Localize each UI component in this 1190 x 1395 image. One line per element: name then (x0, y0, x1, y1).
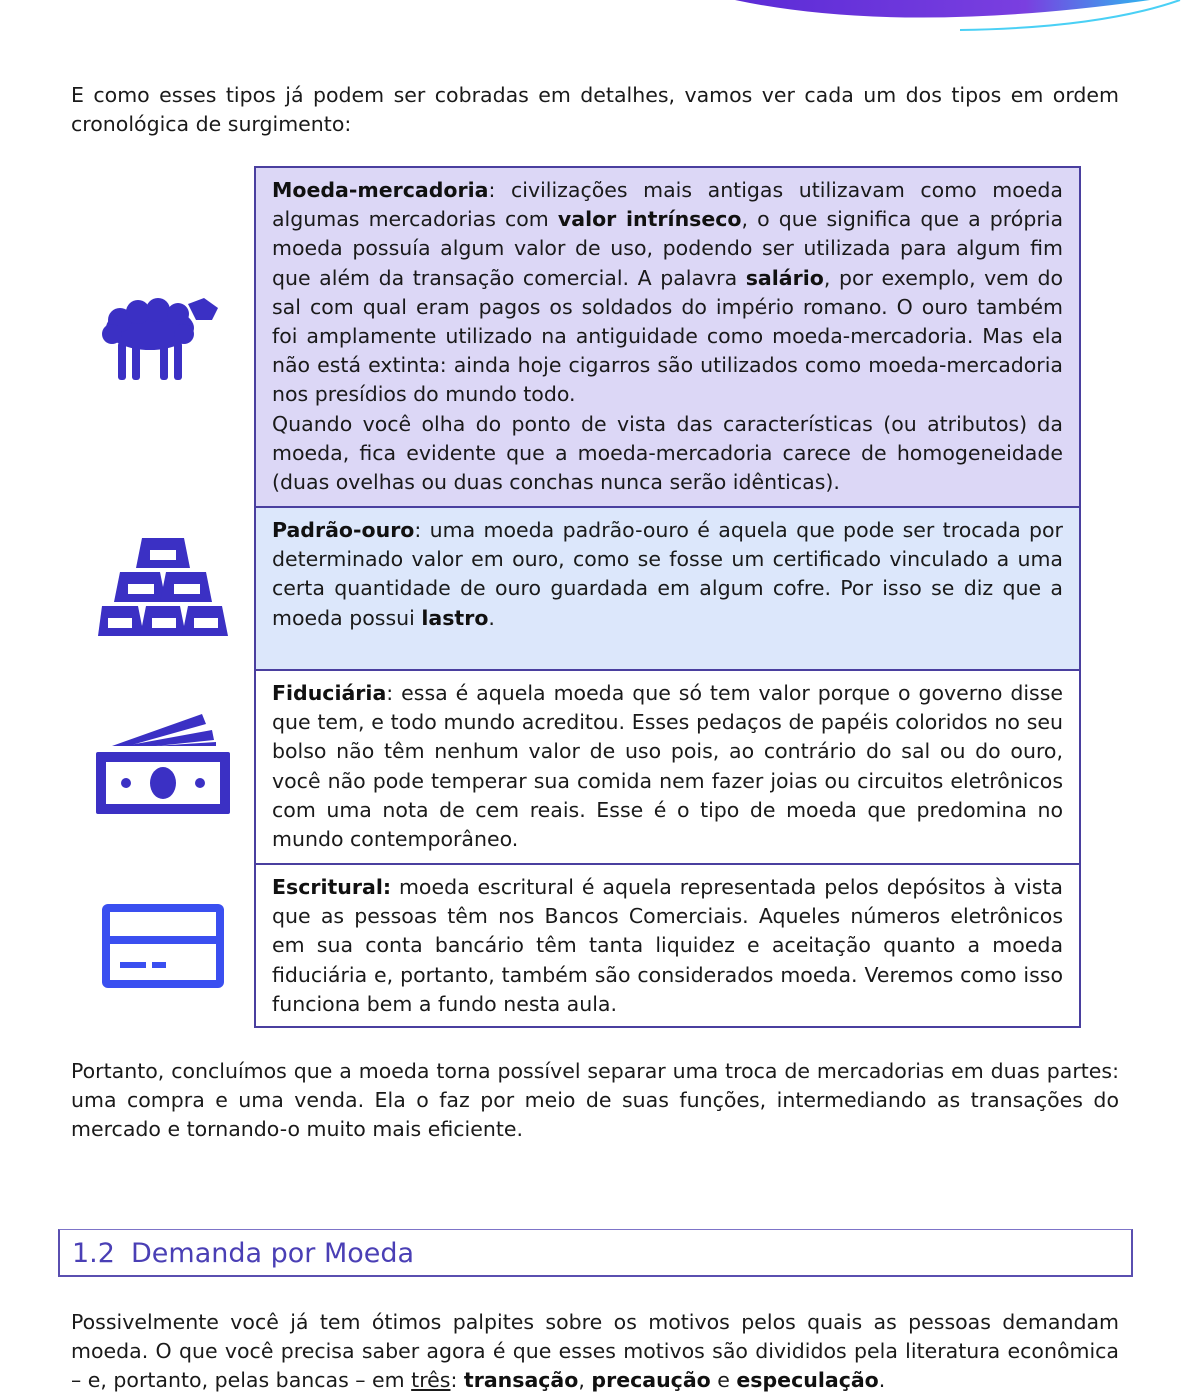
row-title: Moeda-mercadoria (272, 178, 489, 202)
row-title: Escritural: (272, 875, 392, 899)
table-row-fiduciaria (254, 669, 1081, 865)
table-row-escritural (254, 863, 1081, 1028)
credit-card-icon (100, 902, 226, 990)
sheep-icon (100, 290, 226, 386)
row-title: Padrão-ouro (272, 518, 415, 542)
row-text: Padrão-ouro: uma moeda padrão-ouro é aquela que pode ser trocada por determinado valor em ouro, como se fosse um certificado vinculado a uma certa quantidade de ouro guardada em algum cofre. Por isso se diz que a moeda possui lastro. (272, 518, 1063, 630)
conclusion-paragraph: Portanto, concluímos que a moeda torna possível separar uma troca de mercadorias em duas partes: uma compra e uma venda. Ela o faz por meio de suas funções, intermediando as transações do mercado e tornando-o muito mais eficiente. (71, 1059, 1119, 1141)
header-swoosh-decoration (0, 0, 1190, 40)
section-number: 1.2 (72, 1238, 115, 1269)
section-heading (58, 1229, 1133, 1277)
section-title: Demanda por Moeda (131, 1238, 415, 1269)
row-text: Escritural: moeda escritural é aquela representada pelos depósitos à vista que as pessoas têm nos Bancos Comerciais. Aqueles números eletrônicos em sua conta bancário têm tanta liquidez e aceitação quanto a moeda fiduciária e, portanto, também são considerados moeda. Veremos como isso funciona bem a fundo nesta aula. (272, 875, 1063, 1016)
row-text: Moeda-mercadoria: civilizações mais antigas utilizavam como moeda algumas mercadorias com valor intrínseco, o que significa que a própria moeda possuía algum valor de uso, podendo ser utilizada para algum fim que além da transação comercial. A palavra salário, por exemplo, vem do sal com qual eram pagos os soldados do império romano. O ouro também foi amplamente utilizado na antiguidade como moeda-mercadoria. Mas ela não está extinta: ainda hoje cigarros são utilizados como moeda-mercadoria nos presídios do mundo todo. (272, 178, 1064, 407)
row-title: Fiduciária (272, 681, 387, 705)
row-text: Fiduciária: essa é aquela moeda que só tem valor porque o governo disse que tem, e todo mundo acreditou. Esses pedaços de papéis coloridos no seu bolso não têm nenhum valor de uso pois, ao contrário do sal ou do ouro, você não pode temperar sua comida nem fazer joias ou circuitos eletrônicos com uma nota de cem reais. Esse é o tipo de moeda que predomina no mundo contemporâneo. (272, 681, 1063, 852)
demand-paragraph: Possivelmente você já tem ótimos palpites sobre os motivos pelos quais as pessoas demandam moeda. O que você precisa saber agora é que esses motivos são divididos pela literatura econômica – e, portanto, pelas bancas – em três: transação, precaução e especulação. (71, 1310, 1119, 1392)
gold-bars-icon (98, 538, 228, 636)
row-text-second: Quando você olha do ponto de vista das características (ou atributos) da moeda, fica evidente que a moeda-mercadoria carece de homogeneidade (duas ovelhas ou duas conchas nunca serão idênticas). (272, 411, 1063, 495)
table-row-moeda-mercadoria (254, 166, 1081, 508)
banknote-icon (94, 712, 232, 816)
intro-paragraph: E como esses tipos já podem ser cobradas em detalhes, vamos ver cada um dos tipos em ordem cronológica de surgimento: (71, 83, 1119, 136)
table-row-padrao-ouro (254, 506, 1081, 671)
